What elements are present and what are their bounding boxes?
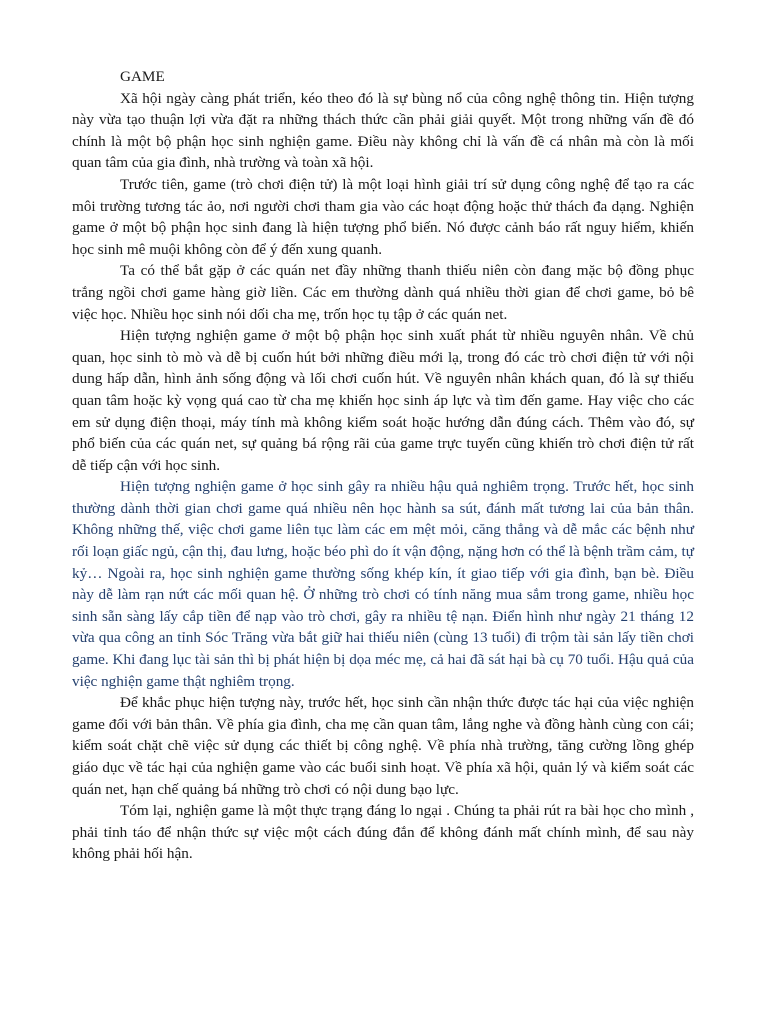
paragraph-causes: Hiện tượng nghiện game ở một bộ phận học sinh xuất phát từ nhiều nguyên nhân. Về chủ quan, học sinh tò mò và dễ bị cuốn hút bởi những điều mới lạ, trong đó các trò chơi điện tử với nội dung hấp dẫn, hình ảnh sống động và lối chơi cuốn hút. Về nguyên nhân khách quan, đó là sự thiếu quan tâm hoặc kỳ vọng quá cao từ cha mẹ khiến học sinh áp lực và tìm đến game. Hay việc cho các em sử dụng điện thoại, máy tính mà không kiểm soát hoặc hướng dẫn đúng cách. Thêm vào đó, sự phổ biến của các quán net, sự quảng bá rộng rãi của game trực tuyến cũng khiến trò chơi điện tử rất dễ tiếp cận với học sinh. [72, 327, 694, 474]
paragraph-consequences: Hiện tượng nghiện game ở học sinh gây ra nhiều hậu quả nghiêm trọng. Trước hết, học sinh thường dành thời gian chơi game quá nhiều nên học hành sa sút, đánh mất tương lai của bản thân. Không những thế, việc chơi game liên tục làm các em mệt mỏi, căng thẳng và dễ mắc các bệnh như rối loạn giấc ngủ, cận thị, đau lưng, hoặc béo phì do ít vận động, nặng hơn có thể là bệnh trầm cảm, tự kỷ… Ngoài ra, học sinh nghiện game thường sống khép kín, ít giao tiếp với gia đình, bạn bè. Điều này dễ làm rạn nứt các mối quan hệ. Ở những trò chơi có tính năng mua sắm trong game, nhiều học sinh sẵn sàng lấy cắp tiền để nạp vào trò chơi, gây ra nhiều tệ nạn. Điển hình như ngày 21 tháng 12 vừa qua công an tỉnh Sóc Trăng vừa bắt giữ hai thiếu niên (cùng 13 tuổi) đi trộm tài sản lấy tiền chơi game. Khi đang lục tài sản thì bị phát hiện bị dọa méc mẹ, cả hai đã sát hại bà cụ 70 tuổi. Hậu quả của việc nghiện game thật nghiêm trọng. [72, 478, 694, 690]
paragraph-definition: Trước tiên, game (trò chơi điện tử) là một loại hình giải trí sử dụng công nghệ để tạo ra các môi trường tương tác ảo, nơi người chơi tham gia vào các hoạt động hoặc thử thách đa dạng. Nghiện game ở một bộ phận học sinh đang là hiện tượng phổ biến. Nó được cảnh báo rất nguy hiểm, khiến học sinh mê muội không còn để ý đến xung quanh. [72, 175, 694, 258]
paragraph-manifestation: Ta có thể bắt gặp ở các quán net đầy những thanh thiếu niên còn đang mặc bộ đồng phục trắng ngồi chơi game hàng giờ liền. Các em thường dành quá nhiều thời gian để chơi game, bỏ bê việc học. Nhiều học sinh nói dối cha mẹ, trốn học tụ tập ở các quán net. [72, 262, 694, 323]
document-page [72, 66, 694, 865]
paragraph-solutions: Để khắc phục hiện tượng này, trước hết, học sinh cần nhận thức được tác hại của việc nghiện game đối với bản thân. Về phía gia đình, cha mẹ cần quan tâm, lắng nghe và đồng hành cùng con cái; kiểm soát chặt chẽ việc sử dụng các thiết bị công nghệ. Về phía nhà trường, tăng cường lồng ghép giáo dục về tác hại của nghiện game vào các buổi sinh hoạt. Về phía xã hội, quản lý và kiểm soát các quán net, hạn chế quảng bá những trò chơi có nội dung bạo lực. [72, 694, 694, 798]
document-title: GAME [120, 68, 165, 85]
paragraph-conclusion: Tóm lại, nghiện game là một thực trạng đáng lo ngại . Chúng ta phải rút ra bài học cho mình , phải tỉnh táo để nhận thức sự việc một cách đúng đắn để không đánh mất chính mình, để sau này không phải hối hận. [72, 802, 694, 863]
paragraph-intro: Xã hội ngày càng phát triển, kéo theo đó là sự bùng nổ của công nghệ thông tin. Hiện tượng này vừa tạo thuận lợi vừa đặt ra những thách thức cần phải giải quyết. Một trong những vấn đề đó chính là một bộ phận học sinh nghiện game. Điều này không chỉ là vấn đề cá nhân mà còn là mối quan tâm của gia đình, nhà trường và toàn xã hội. [72, 89, 694, 172]
